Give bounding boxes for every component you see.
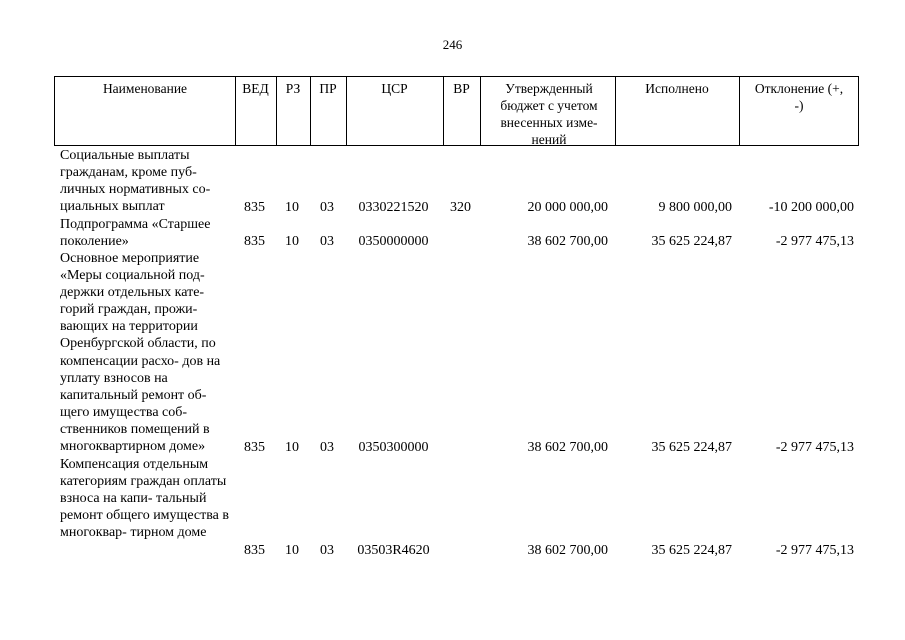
row-4-approved: 38 602 700,00 — [527, 543, 608, 558]
row-3-csr: 0350300000 — [358, 440, 429, 455]
row-4-rz: 10 — [285, 543, 299, 558]
header-pr: ПР — [319, 81, 337, 96]
row-4-executed: 35 625 224,87 — [651, 543, 732, 558]
table-header — [54, 76, 859, 146]
row-2-deviation: -2 977 475,13 — [775, 234, 854, 249]
row-2-csr: 0350000000 — [358, 234, 429, 249]
row-2-executed: 35 625 224,87 — [651, 234, 732, 249]
row-4-csr: 03503R4620 — [357, 543, 430, 558]
row-3-approved: 38 602 700,00 — [527, 440, 608, 455]
row-2-name: Подпрограмма «Старшее поколение» — [60, 217, 211, 250]
header-vr: ВР — [453, 81, 470, 96]
header-ved: ВЕД — [242, 81, 269, 96]
row-2-pr: 03 — [320, 234, 334, 249]
row-3-deviation: -2 977 475,13 — [775, 440, 854, 455]
row-3-name: Основное мероприятие «Меры социальной под- держки отдельных кате- горий граждан, прожи- вающих на территории Оренбургской области, по компенсации расхо- дов на уплату взносов на капитальный ремонт об- щего имущества соб- ственников помещений в многоквартирном доме» — [60, 251, 221, 455]
row-4-ved: 835 — [244, 543, 265, 558]
header-csr: ЦСР — [381, 81, 408, 96]
row-1-executed: 9 800 000,00 — [658, 200, 732, 215]
row-4-pr: 03 — [320, 543, 334, 558]
row-3-ved: 835 — [244, 440, 265, 455]
row-1-approved: 20 000 000,00 — [527, 200, 608, 215]
header-name: Наименование — [102, 81, 188, 96]
row-1-deviation: -10 200 000,00 — [768, 200, 854, 215]
row-2-ved: 835 — [244, 234, 265, 249]
header-deviation: Отклонение (+, -) — [754, 81, 844, 113]
row-3-rz: 10 — [285, 440, 299, 455]
row-1-ved: 835 — [244, 200, 265, 215]
row-2-approved: 38 602 700,00 — [527, 234, 608, 249]
header-approved: Утвержденный бюджет с учетом внесенных изме- нений — [500, 81, 598, 147]
row-2-rz: 10 — [285, 234, 299, 249]
row-1-csr: 0330221520 — [358, 200, 429, 215]
row-3-pr: 03 — [320, 440, 334, 455]
header-rz: РЗ — [285, 81, 301, 96]
row-1-name: Социальные выплаты гражданам, кроме пуб- личных нормативных со- циальных выплат — [60, 148, 211, 215]
row-4-deviation: -2 977 475,13 — [775, 543, 854, 558]
page-number: 246 — [442, 37, 463, 52]
row-1-pr: 03 — [320, 200, 334, 215]
row-1-vr: 320 — [450, 200, 471, 215]
row-3-executed: 35 625 224,87 — [651, 440, 732, 455]
row-4-name: Компенсация отдельным категориям граждан оплаты взноса на капи- тальный ремонт общего имущества в многоквар- тирном доме — [60, 457, 229, 541]
header-executed: Исполнено — [645, 81, 709, 96]
row-1-rz: 10 — [285, 200, 299, 215]
